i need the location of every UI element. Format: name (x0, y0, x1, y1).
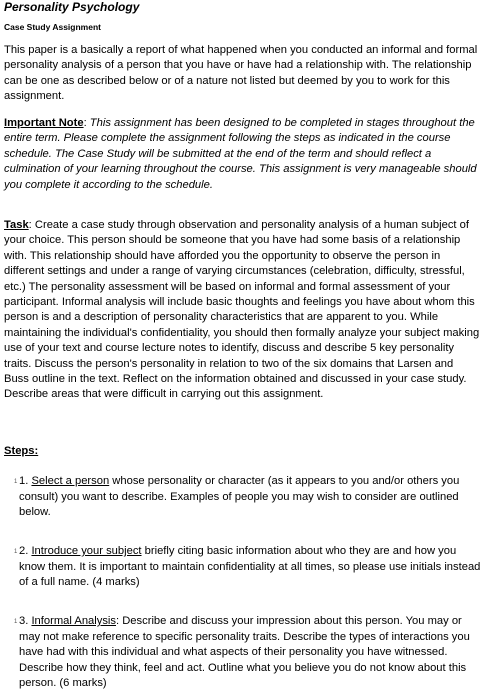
step-number: 1. (19, 475, 29, 487)
list-marker-icon: 1 (14, 549, 18, 555)
important-note-text: This assignment has been designed to be completed in stages throughout the entire term. Please complete the assignment following the steps as indicated in the course schedule. The Case Study will be submitted at the end of the term and should reflect a culmination of your learning throughout the course. This assignment is very manageable should you complete it according to the schedule. (4, 117, 477, 191)
task-colon: : (28, 219, 32, 231)
step-item (14, 474, 481, 521)
step-text: : Describe and discuss your impression about this person. You may or may not make reference to specific personality traits. Describe the types of interactions you have had with this individual and what aspects of their personality you have witnessed. Describe how they think, feel and act. Outline what you believe you do not know about this person. (6 marks) (19, 615, 470, 689)
task-label: Task (4, 219, 29, 231)
important-note-label: Important Note (4, 117, 84, 129)
step-text: whose personality or character (as it appears to you and/or others you consult) you want to describe. Examples of people you may wish to consider are outlined below. (19, 475, 460, 518)
step-item (14, 544, 481, 591)
document-title: Personality Psychology (4, 0, 140, 14)
step-item (14, 614, 481, 692)
task-paragraph (4, 218, 480, 403)
step-number: 3. (19, 615, 29, 627)
step-number: 2. (19, 545, 29, 557)
step-link[interactable]: Select a person (31, 475, 110, 487)
important-note-colon: : (83, 117, 87, 129)
step-link[interactable]: Informal Analysis (31, 615, 117, 627)
intro-paragraph: This paper is a basically a report of what happened when you conducted an informal and formal personality analysis of a person that you have or have had a relationship with. The relationship can be one as described below or of a nature not listed but deemed by you to work for this assignment. (4, 44, 478, 103)
task-text: Create a case study through observation and personality analysis of a human subject of your choice. This person should be someone that you have had some basis of a relationship with. This relationship should have afforded you the opportunity to observe the person in different settings and under a range of varying circumstances (celebration, difficulty, stressful, etc.) The personality assessment will be based on informal and formal assessment of your participant. Informal analysis will include basic thoughts and feelings you have about whom this person is and a description of personality characteristics that are apparent to you. While maintaining the individual's confidentiality, you should then formally analyze your subject making use of your text and course lecture notes to identify, discuss and describe 5 key personality traits. Discuss the person's personality in relation to two of the six domains that Larsen and Buss outline in the text. Reflect on the information obtained and discussed in your case study. Describe areas that were difficult in carrying out this assignment. (4, 219, 480, 401)
list-marker-icon: 1 (14, 619, 18, 625)
step-text: briefly citing basic information about who they are and how you know them. It is important to maintain confidentiality at all times, so please use initials instead of a full name. (4 marks) (19, 545, 481, 588)
list-marker-icon: 1 (14, 479, 18, 485)
step-link[interactable]: Introduce your subject (31, 545, 142, 557)
steps-heading: Steps: (4, 445, 39, 457)
important-note-paragraph (4, 116, 480, 193)
document-subtitle: Case Study Assignment (4, 22, 101, 32)
